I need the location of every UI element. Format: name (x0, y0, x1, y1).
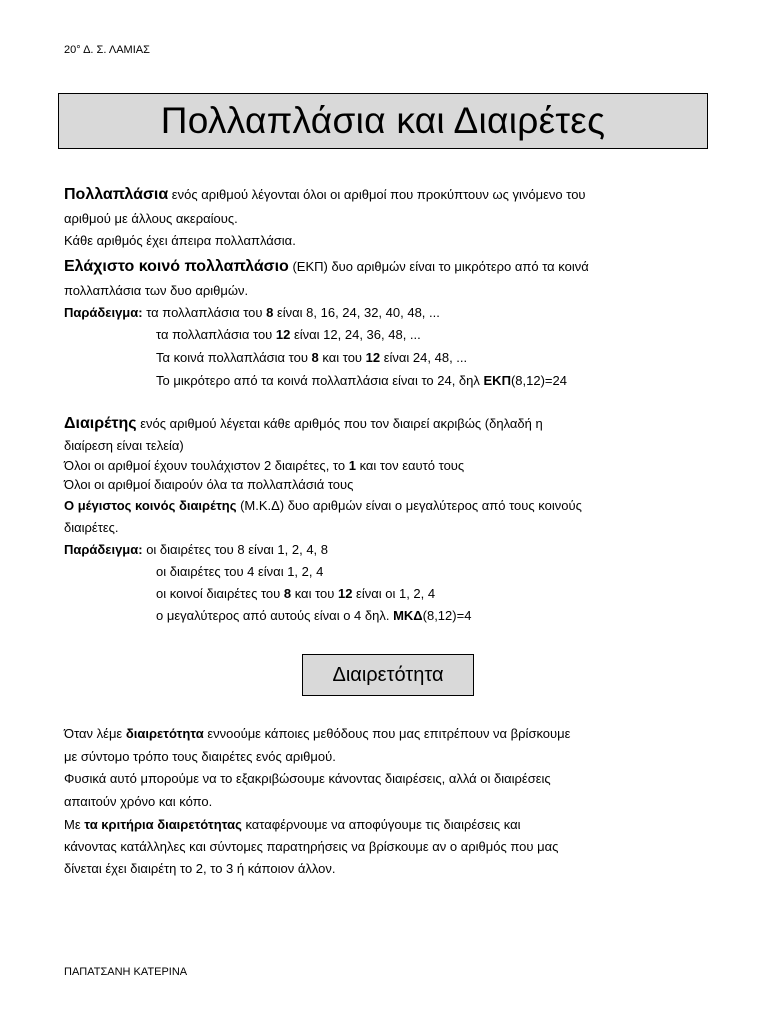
page-footer: ΠΑΠΑΤΣΑΝΗ ΚΑΤΕΡΙΝΑ (64, 966, 188, 978)
multiples-example-1: Παράδειγμα: τα πολλαπλάσια του 8 είναι 8, 16, 24, 32, 40, 48, ... (64, 305, 440, 320)
page-header: 20° Δ. Σ. ΛΑΜΙΑΣ (64, 44, 150, 56)
divisor-term: Διαιρέτης (64, 415, 137, 432)
subtitle-box (302, 654, 474, 696)
divisors-example-3: οι κοινοί διαιρέτες του 8 και του 12 είναι οι 1, 2, 4 (156, 586, 436, 601)
divisibility-paragraph-2-line2: απαιτούν χρόνο και κόπο. (64, 794, 213, 809)
multiples-example-4: Το μικρότερο από τα κοινά πολλαπλάσια είναι το 24, δηλ ΕΚΠ(8,12)=24 (156, 373, 567, 388)
multiples-term: Πολλαπλάσια (64, 186, 169, 203)
multiples-definition-line2: αριθμού με άλλους ακεραίους. (64, 211, 238, 226)
multiples-example-3: Τα κοινά πολλαπλάσια του 8 και του 12 είναι 24, 48, ... (156, 350, 468, 365)
divisibility-paragraph-2: Φυσικά αυτό μπορούμε να το εξακριβώσουμε κάνοντας διαιρέσεις, αλλά οι διαιρέσεις (64, 771, 551, 786)
divisor-definition-line2: διαίρεση είναι τελεία) (64, 438, 184, 453)
multiples-infinite: Κάθε αριθμός έχει άπειρα πολλαπλάσια. (64, 233, 296, 248)
section-subtitle: Διαιρετότητα (332, 663, 444, 686)
divisors-example-4: ο μεγαλύτερος από αυτούς είναι ο 4 δηλ. ΜΚΔ(8,12)=4 (156, 608, 472, 623)
page-title: Πολλαπλάσια και Διαιρέτες (160, 100, 606, 141)
lcm-definition-line2: πολλαπλάσια των δυο αριθμών. (64, 283, 249, 298)
gcd-definition-line2: διαιρέτες. (64, 520, 119, 535)
lcm-definition: Ελάχιστο κοινό πολλαπλάσιο (ΕΚΠ) δυο αριθμών είναι το μικρότερο από τα κοινά (64, 258, 589, 275)
divisor-definition: Διαιρέτης ενός αριθμού λέγεται κάθε αριθμός που τον διαιρεί ακριβώς (δηλαδή η (64, 415, 543, 432)
divisor-divide-multiples: Όλοι οι αριθμοί διαιρούν όλα τα πολλαπλάσιά τους (64, 477, 354, 492)
gcd-definition: Ο μέγιστος κοινός διαιρέτης (Μ.Κ.Δ) δυο αριθμών είναι ο μεγαλύτερος από τους κοινούς (64, 498, 582, 513)
example-label: Παράδειγμα: (64, 542, 143, 557)
divisors-example-1: Παράδειγμα: οι διαιρέτες του 8 είναι 1, 2, 4, 8 (64, 542, 328, 557)
gcd-term: Ο μέγιστος κοινός διαιρέτης (64, 498, 237, 513)
example-label: Παράδειγμα: (64, 305, 143, 320)
divisibility-paragraph-3: Με τα κριτήρια διαιρετότητας καταφέρνουμε να αποφύγουμε τις διαιρέσεις και (64, 817, 521, 832)
divisor-two-divisors: Όλοι οι αριθμοί έχουν τουλάχιστον 2 διαιρέτες, το 1 και τον εαυτό τους (64, 458, 465, 473)
multiples-definition: Πολλαπλάσια ενός αριθμού λέγονται όλοι οι αριθμοί που προκύπτουν ως γινόμενο του (64, 186, 586, 203)
divisibility-paragraph-1: Όταν λέμε διαιρετότητα εννοούμε κάποιες μεθόδους που μας επιτρέπουν να βρίσκουμε (64, 726, 571, 741)
divisibility-paragraph-3-line3: δίνεται έχει διαιρέτη το 2, το 3 ή κάποιον άλλον. (64, 861, 336, 876)
lcm-term: Ελάχιστο κοινό πολλαπλάσιο (64, 258, 289, 275)
divisibility-paragraph-1-line2: με σύντομο τρόπο τους διαιρέτες ενός αριθμού. (64, 749, 336, 764)
multiples-example-2: τα πολλαπλάσια του 12 είναι 12, 24, 36, 48, ... (156, 327, 421, 342)
divisors-example-2: οι διαιρέτες του 4 είναι 1, 2, 4 (156, 564, 324, 579)
divisibility-paragraph-3-line2: κάνοντας κατάλληλες και σύντομες παρατηρήσεις να βρίσκουμε αν ο αριθμός που μας (64, 839, 559, 854)
title-box (58, 93, 708, 149)
